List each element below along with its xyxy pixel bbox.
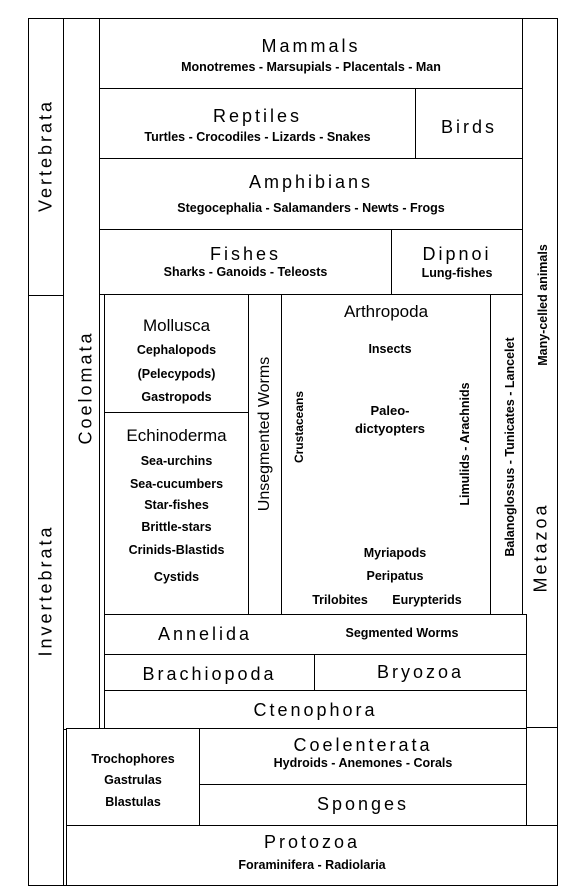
amphibians-title: Amphibians [248,172,374,192]
arthropoda-eurypterids: Eurypterids [392,593,462,607]
echinoderma-item: Star-fishes [144,498,209,512]
invertebrata-label: Invertebrata [35,524,56,657]
mollusca-item: Cephalopods [136,343,217,357]
arthropoda-title: Arthropoda [343,302,429,321]
annelida-sub: Segmented Worms [345,626,459,640]
arthropoda-peripatus: Peripatus [366,569,424,583]
larva-item: Trochophores [91,752,175,766]
reptiles-sub: Turtles - Crocodiles - Lizards - Snakes [144,130,371,144]
fishes-title: Fishes [209,244,281,264]
arthropoda-trilobites: Trilobites [312,593,368,607]
birds-title: Birds [440,117,497,137]
bryozoa-title: Bryozoa [376,662,465,682]
arthropoda-limulids: Limulids - Arachnids [458,382,472,506]
echinoderma-item: Cystids [153,570,200,584]
reptiles-title: Reptiles [212,106,303,126]
arthropoda-myriapods: Myriapods [363,546,427,560]
coelomata-label: Coelomata [75,330,96,445]
arthropoda-insects: Insects [368,342,412,356]
protozoa-sub: Foraminifera - Radiolaria [238,858,386,872]
mammals-title: Mammals [261,36,361,56]
many-celled-label: Many-celled animals [536,244,550,366]
larva-item: Blastulas [105,795,161,809]
echinoderma-item: Sea-cucumbers [129,477,224,491]
unsegmented-worms-label: Unsegmented Worms [256,356,273,512]
mollusca-title: Mollusca [142,316,211,335]
larva-item: Gastrulas [104,773,162,787]
echinoderma-title: Echinoderma [126,426,227,445]
echinoderma-item: Crinids-Blastids [128,543,225,557]
coelenterata-sub: Hydroids - Anemones - Corals [273,756,453,770]
vertebrata-label: Vertebrata [35,98,56,213]
dipnoi-title: Dipnoi [422,244,492,264]
brachiopoda-title: Brachiopoda [142,664,277,684]
mammals-sub: Monotremes - Marsupials - Placentals - Man [181,60,441,74]
sponges-title: Sponges [316,794,410,814]
arthropoda-crustaceans: Crustaceans [292,390,306,464]
arthropoda-paleo-2: dictyopters [354,421,426,436]
echinoderma-item: Sea-urchins [140,454,213,468]
fishes-sub: Sharks - Ganoids - Teleosts [163,265,328,279]
ctenophora-title: Ctenophora [253,700,378,720]
echinoderma-item: Brittle-stars [141,520,212,534]
mollusca-item: Gastropods [141,390,212,404]
arthropoda-paleo-1: Paleo- [370,403,410,418]
dipnoi-sub: Lung-fishes [421,266,493,280]
annelida-title: Annelida [157,624,253,644]
protozoa-title: Protozoa [263,832,361,852]
amphibians-sub: Stegocephalia - Salamanders - Newts - Frogs [177,201,445,215]
metazoa-label: Metazoa [530,502,551,593]
amphibians-box [99,158,523,230]
coelenterata-title: Coelenterata [293,735,433,755]
mollusca-item: (Pelecypods) [137,367,216,381]
balanoglossus-label: Balanoglossus - Tunicates - Lancelet [503,337,517,557]
